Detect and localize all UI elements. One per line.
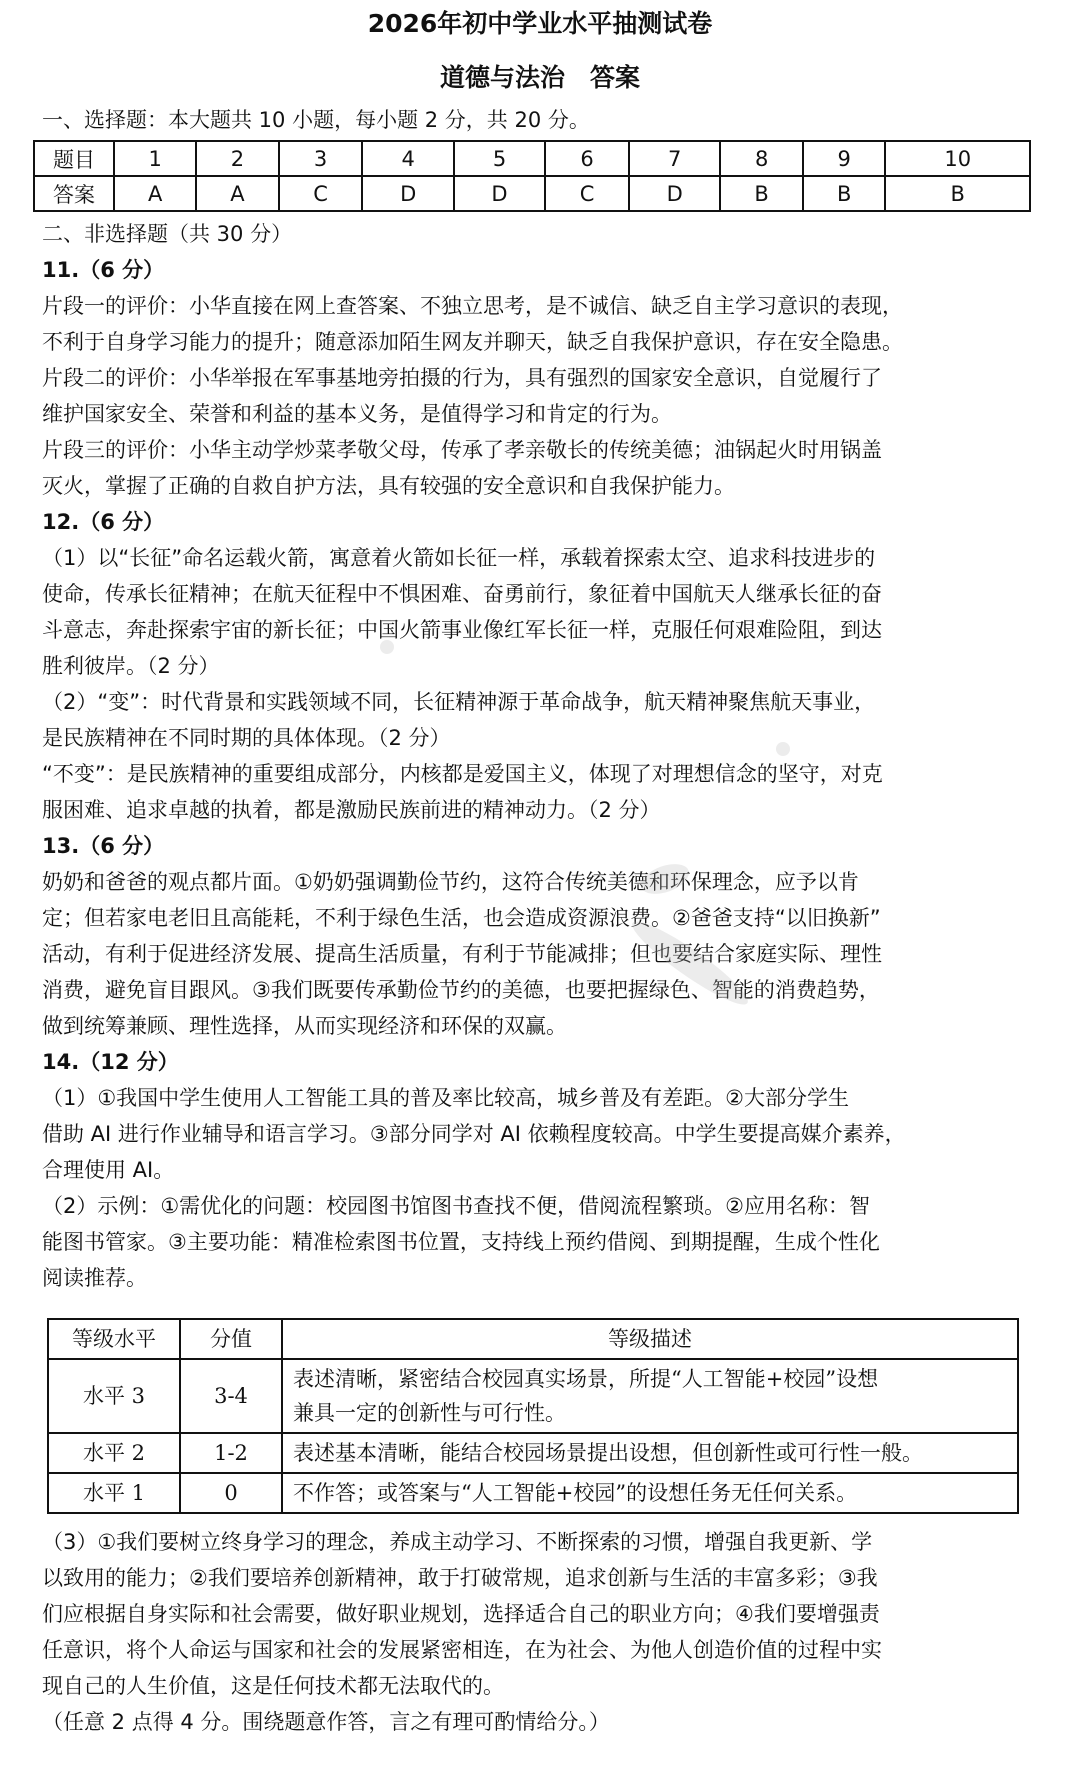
- watermark-smudge: [776, 742, 790, 756]
- question-number: 10: [885, 141, 1030, 176]
- q12-label: 12.（6 分）: [42, 510, 165, 534]
- q11-line: 灭火，掌握了正确的自救自护方法，具有较强的安全意识和自我保护能力。: [42, 474, 735, 498]
- answer-cell: A: [114, 176, 196, 211]
- rubric-header: 等级描述: [282, 1319, 1018, 1359]
- q13-line: 定；但若家电老旧且高能耗，不利于绿色生活，也会造成资源浪费。②爸爸支持“以旧换新”: [42, 906, 881, 930]
- rubric-header-row: [48, 1319, 1018, 1359]
- q14-line: （1）①我国中学生使用人工智能工具的普及率比较高，城乡普及有差距。②大部分学生: [42, 1086, 850, 1110]
- rubric-desc: [282, 1359, 1018, 1433]
- q14-line: 借助 AI 进行作业辅导和语言学习。③部分同学对 AI 依赖程度较高。中学生要提高媒介素养，: [42, 1122, 906, 1146]
- question-number: 1: [114, 141, 196, 176]
- q14-line: （2）示例：①需优化的问题：校园图书馆图书查找不便，借阅流程繁琐。②应用名称：智: [42, 1194, 871, 1218]
- rubric-score: 0: [180, 1473, 282, 1513]
- q13-line: 奶奶和爸爸的观点都片面。①奶奶强调勤俭节约，这符合传统美德和环保理念，应予以肯: [42, 870, 859, 894]
- q12-line: 胜利彼岸。（2 分）: [42, 654, 220, 678]
- q11-line: 不利于自身学习能力的提升；随意添加陌生网友并聊天，缺乏自我保护意识，存在安全隐患。: [42, 330, 903, 354]
- answer-cell: D: [454, 176, 545, 211]
- q11-line: 片段二的评价：小华举报在军事基地旁拍摄的行为，具有强烈的国家安全意识，自觉履行了: [42, 366, 882, 390]
- answer-cell: C: [545, 176, 629, 211]
- answer-cell: D: [629, 176, 720, 211]
- row-label: 答案: [34, 176, 114, 211]
- section1-heading: 一、选择题：本大题共 10 小题，每小题 2 分，共 20 分。: [42, 108, 590, 132]
- q11-label: 11.（6 分）: [42, 258, 165, 282]
- q13-label: 13.（6 分）: [42, 834, 165, 858]
- answer-cell: A: [196, 176, 278, 211]
- q12-line: （1）以“长征”命名运载火箭，寓意着火箭如长征一样，承载着探索太空、追求科技进步的: [42, 546, 876, 570]
- rubric-row: [48, 1433, 1018, 1473]
- q14-part3-line: （3）①我们要树立终身学习的理念，养成主动学习、不断探索的习惯，增强自我更新、学: [42, 1530, 873, 1554]
- q12-line: 是民族精神在不同时期的具体体现。（2 分）: [42, 726, 451, 750]
- question-number: 8: [720, 141, 803, 176]
- q14-label: 14.（12 分）: [42, 1050, 179, 1074]
- rubric-header: 等级水平: [48, 1319, 180, 1359]
- q14-line: 合理使用 AI。: [42, 1158, 175, 1182]
- q13-line: 活动，有利于促进经济发展、提高生活质量，有利于节能减排；但也要结合家庭实际、理性: [42, 942, 882, 966]
- q14-part3-line: 现自己的人生价值，这是任何技术都无法取代的。: [42, 1674, 504, 1698]
- q12-line: 使命，传承长征精神；在航天征程中不惧困难、奋勇前行，象征着中国航天人继承长征的奋: [42, 582, 882, 606]
- question-number: 3: [279, 141, 363, 176]
- rubric-level: 水平 1: [48, 1473, 180, 1513]
- section2-heading: 二、非选择题（共 30 分）: [42, 222, 293, 246]
- rubric-desc-line: 兼具一定的创新性与可行性。: [293, 1401, 566, 1425]
- q14-part3-line: 们应根据自身实际和社会需要，做好职业规划，选择适合自己的职业方向；④我们要增强责: [42, 1602, 880, 1626]
- q14-part3-line: 任意识，将个人命运与国家和社会的发展紧密相连，在为社会、为他人创造价值的过程中实: [42, 1638, 882, 1662]
- q12-line: （2）“变”：时代背景和实践领域不同，长征精神源于革命战争，航天精神聚焦航天事业，: [42, 690, 876, 714]
- watermark-smudge: [380, 640, 394, 654]
- q12-line: 斗意志，奔赴探索宇宙的新长征；中国火箭事业像红军长征一样，克服任何艰难险阻，到达: [42, 618, 882, 642]
- q11-line: 维护国家安全、荣誉和利益的基本义务，是值得学习和肯定的行为。: [42, 402, 672, 426]
- q11-line: 片段三的评价：小华主动学炒菜孝敬父母，传承了孝亲敬长的传统美德；油锅起火时用锅盖: [42, 438, 882, 462]
- exam-title: 2026年初中学业水平抽测试卷: [367, 9, 713, 38]
- question-number: 2: [196, 141, 278, 176]
- rubric-header: 分值: [180, 1319, 282, 1359]
- q11-line: 片段一的评价：小华直接在网上查答案、不独立思考，是不诚信、缺乏自主学习意识的表现，: [42, 294, 903, 318]
- rubric-score: 1-2: [180, 1433, 282, 1473]
- answer-cell: B: [803, 176, 886, 211]
- rubric-desc: 不作答；或答案与“人工智能+校园”的设想任务无任何关系。: [282, 1473, 1018, 1513]
- q14-line: 能图书管家。③主要功能：精准检索图书位置，支持线上预约借阅、到期提醒，生成个性化: [42, 1230, 880, 1254]
- q14-part3-line: 以致用的能力；②我们要培养创新精神，敢于打破常规，追求创新与生活的丰富多彩；③我: [42, 1566, 878, 1590]
- q12-line: “不变”：是民族精神的重要组成部分，内核都是爱国主义，体现了对理想信念的坚守，对克: [42, 762, 883, 786]
- q13-line: 做到统筹兼顾、理性选择，从而实现经济和环保的双赢。: [42, 1014, 567, 1038]
- answer-cell: B: [720, 176, 803, 211]
- mc-answer-table: [33, 140, 1031, 212]
- answer-cell: D: [362, 176, 453, 211]
- row-label: 题目: [34, 141, 114, 176]
- rubric-level: 水平 2: [48, 1433, 180, 1473]
- answer-cell: B: [885, 176, 1030, 211]
- rubric-score: 3-4: [180, 1359, 282, 1433]
- rubric-row: [48, 1473, 1018, 1513]
- question-number: 9: [803, 141, 886, 176]
- answer-row: [34, 176, 1030, 211]
- q12-line: 服困难、追求卓越的执着，都是激励民族前进的精神动力。（2 分）: [42, 798, 661, 822]
- question-number: 4: [362, 141, 453, 176]
- rubric-row: [48, 1359, 1018, 1433]
- q14-scoring-note: （任意 2 点得 4 分。围绕题意作答，言之有理可酌情给分。）: [42, 1710, 610, 1734]
- answer-cell: C: [279, 176, 363, 211]
- question-number: 5: [454, 141, 545, 176]
- grading-rubric-table: [47, 1318, 1019, 1514]
- question-number: 7: [629, 141, 720, 176]
- question-row: [34, 141, 1030, 176]
- exam-subtitle: 道德与法治 答案: [439, 63, 640, 92]
- q14-line: 阅读推荐。: [42, 1266, 147, 1290]
- rubric-level: 水平 3: [48, 1359, 180, 1433]
- rubric-desc: 表述基本清晰，能结合校园场景提出设想，但创新性或可行性一般。: [282, 1433, 1018, 1473]
- rubric-desc-line: 表述清晰，紧密结合校园真实场景，所提“人工智能+校园”设想: [293, 1367, 879, 1391]
- q13-line: 消费，避免盲目跟风。③我们既要传承勤俭节约的美德，也要把握绿色、智能的消费趋势，: [42, 978, 880, 1002]
- question-number: 6: [545, 141, 629, 176]
